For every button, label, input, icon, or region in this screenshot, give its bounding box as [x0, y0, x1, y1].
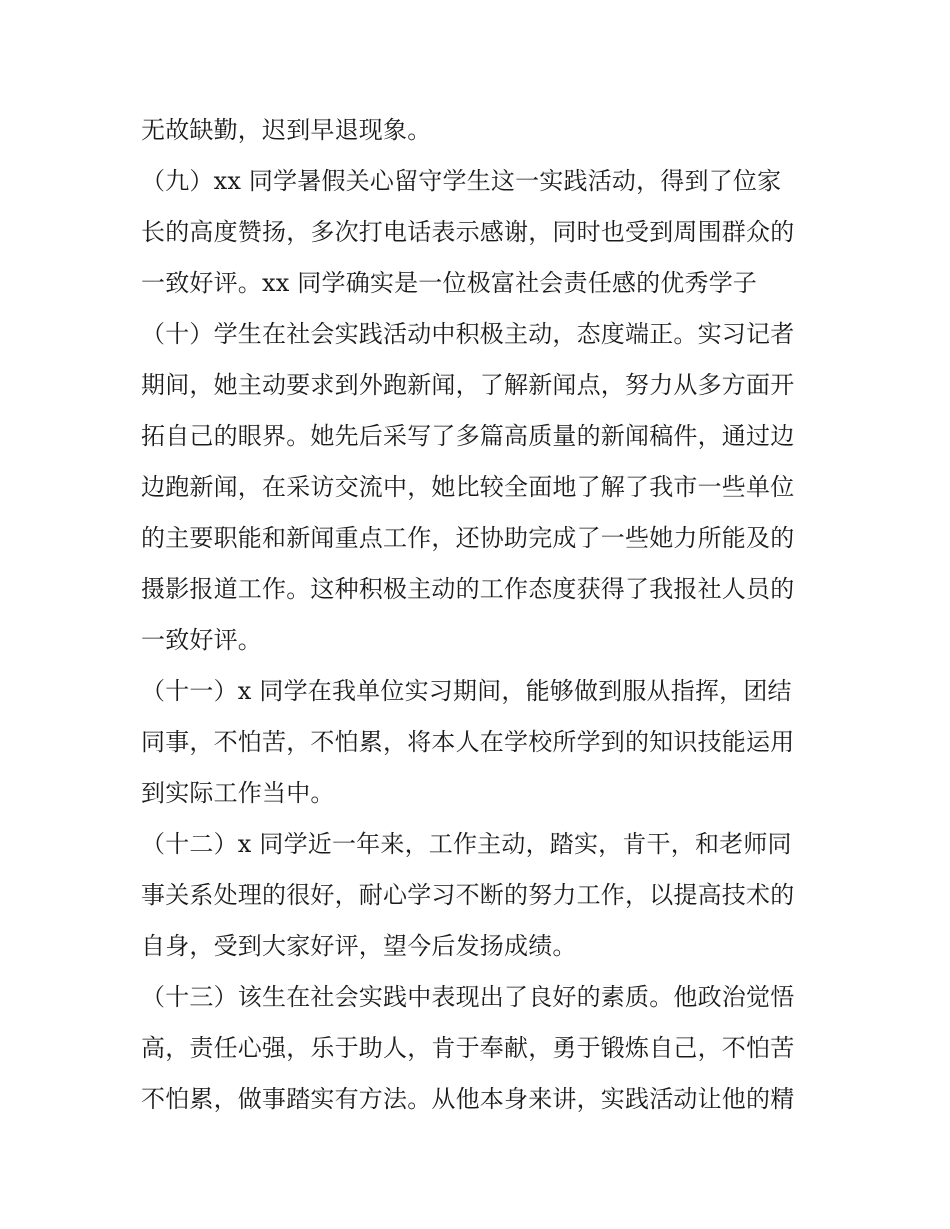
text-line: 边跑新闻，在采访交流中，她比较全面地了解了我市一些单位: [141, 473, 795, 501]
text-line: （十）学生在社会实践活动中积极主动，态度端正。实习记者: [141, 320, 795, 348]
text-line: 的主要职能和新闻重点工作，还协助完成了一些她力所能及的: [141, 524, 795, 552]
text-line: 摄影报道工作。这种积极主动的工作态度获得了我报社人员的: [141, 575, 795, 603]
text-line: 高，责任心强，乐于助人，肯于奉献，勇于锻炼自己，不怕苦: [141, 1034, 795, 1062]
text-line: 自身，受到大家好评，望今后发扬成绩。: [141, 932, 577, 960]
text-line: 一致好评。xx 同学确实是一位极富社会责任感的优秀学子: [141, 269, 758, 297]
text-line: （十二）x 同学近一年来，工作主动，踏实，肯干，和老师同: [141, 830, 792, 858]
text-line: 长的高度赞扬，多次打电话表示感谢，同时也受到周围群众的: [141, 218, 795, 246]
text-line: 无故缺勤，迟到早退现象。: [141, 116, 432, 144]
text-line: 不怕累，做事踏实有方法。从他本身来讲，实践活动让他的精: [141, 1085, 795, 1113]
text-line: （十一）x 同学在我单位实习期间，能够做到服从指挥，团结: [141, 677, 792, 705]
text-line: （十三）该生在社会实践中表现出了良好的素质。他政治觉悟: [141, 983, 795, 1011]
text-line: 一致好评。: [141, 626, 262, 654]
text-line: 事关系处理的很好，耐心学习不断的努力工作，以提高技术的: [141, 881, 795, 909]
text-line: 拓自己的眼界。她先后采写了多篇高质量的新闻稿件，通过边: [141, 422, 795, 450]
text-line: 期间，她主动要求到外跑新闻，了解新闻点，努力从多方面开: [141, 371, 795, 399]
text-line: 到实际工作当中。: [141, 779, 335, 807]
text-line: 同事，不怕苦，不怕累，将本人在学校所学到的知识技能运用: [141, 728, 795, 756]
document-body: [141, 105, 821, 1125]
text-line: （九）xx 同学暑假关心留守学生这一实践活动，得到了位家: [141, 167, 782, 195]
